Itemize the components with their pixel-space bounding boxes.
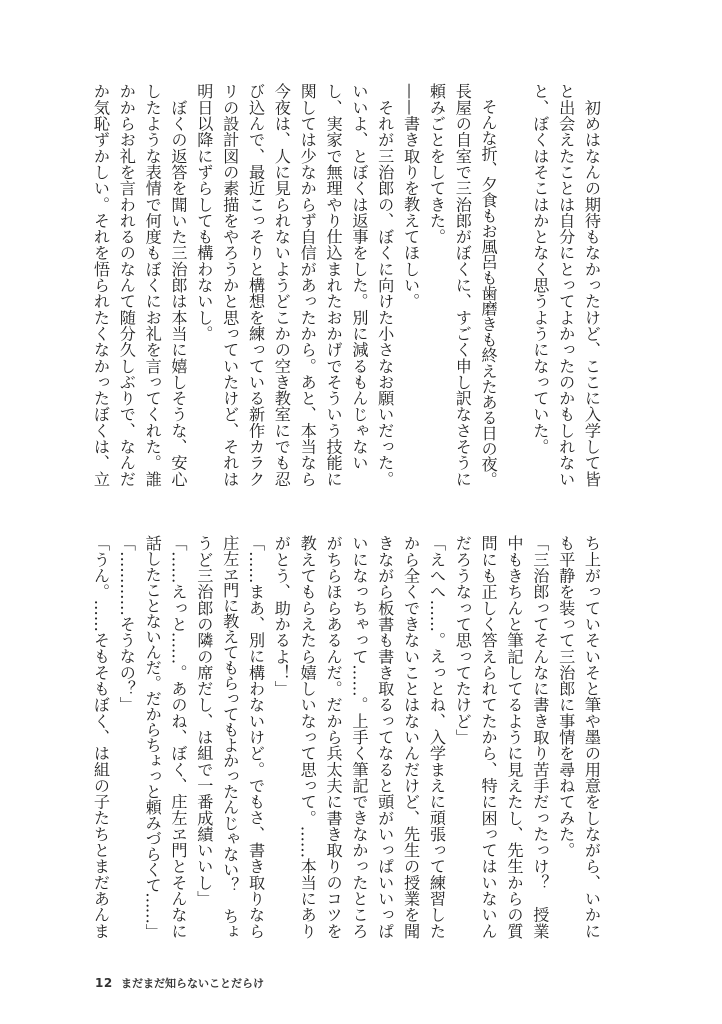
text-column: 話したことないんだ。だからちょっと頼みづらくて……」 bbox=[142, 535, 162, 939]
text-column: 初めはなんの期待もなかったけど、ここに入学して皆 bbox=[582, 83, 601, 487]
text-column: し、実家で無理やり仕込まれたおかげでそういう技能に bbox=[323, 83, 343, 487]
text-column: がとう、助かるよ！」 bbox=[271, 535, 291, 697]
text-column: いいよ、とぼくは返事をした。別に減るもんじゃない bbox=[349, 83, 369, 471]
text-column: 関しては少なからず自信があったから。あと、本当なら bbox=[297, 83, 317, 487]
text-column: ——書き取りを教えてほしい。 bbox=[401, 83, 421, 310]
blank-line bbox=[501, 83, 527, 487]
text-column: も平静を装って三治郎に事情を尋ねてみた。 bbox=[556, 535, 576, 858]
text-column: 庄左ヱ門に教えてもらってもよかったんじゃない？ ちょ bbox=[220, 535, 240, 939]
text-column: 中もきちんと筆記してるように見えたし、先生からの質 bbox=[504, 535, 524, 939]
page-number: 12 bbox=[95, 976, 113, 990]
text-column: かからお礼を言われるのなんて随分久しぶりで、なんだ bbox=[116, 83, 136, 487]
text-column: 今夜は、人に見られないようどこかの空き教室にでも忍 bbox=[271, 83, 291, 487]
text-column: うど三治郎の隣の席だし、は組で一番成績いいし」 bbox=[194, 535, 214, 907]
text-column: と出会えたことは自分にとってよかったのかもしれない bbox=[556, 83, 576, 487]
page-footer bbox=[95, 975, 264, 991]
text-column: そんな折、夕食もお風呂も歯磨きも終えたある日の夜。 bbox=[478, 83, 498, 487]
text-column: リの設計図の素描をやろうかと思っていたけど、それは bbox=[220, 83, 240, 487]
text-column: いになっちゃって……。上手く筆記できなかったところ bbox=[349, 535, 369, 939]
text-column: それが三治郎の、ぼくに向けた小さなお願いだった。 bbox=[375, 83, 395, 487]
text-column: 頼みごとをしてきた。 bbox=[426, 83, 446, 245]
text-block-bottom bbox=[87, 535, 604, 939]
text-column: 「……えっと……。あのね、ぼく、庄左ヱ門とそんなに bbox=[168, 535, 188, 939]
text-column: したような表情で何度もぼくにお礼を言ってくれた。誰 bbox=[142, 83, 162, 487]
text-column: と、ぼくはそこはかとなく思うようになっていた。 bbox=[530, 83, 550, 455]
text-column: 「えへへ……。えっとね、入学まえに頑張って練習した bbox=[426, 535, 446, 939]
text-column: 問にも正しく答えられてたから、特に困ってはいないん bbox=[478, 535, 498, 939]
text-column: から全くできないことはないんだけど、先生の授業を聞 bbox=[401, 535, 421, 939]
text-column: 「…………そうなの？」 bbox=[116, 535, 136, 713]
text-column: 「三治郎ってそんなに書き取り苦手だったっけ？ 授業 bbox=[530, 535, 550, 939]
text-column: 明日以降にずらしても構わないし。 bbox=[194, 83, 214, 342]
text-column: きながら板書も書き取るってなると頭がいっぱいいっぱ bbox=[375, 535, 395, 939]
text-column: がちらほらあるんだ。だから兵太夫に書き取りのコツを bbox=[323, 535, 343, 939]
text-column: 教えてもらえたら嬉しいなって思って。……本当にあり bbox=[297, 535, 317, 939]
text-column: か気恥ずかしい。それを悟られたくなかったぼくは、立 bbox=[90, 83, 110, 487]
text-block-top bbox=[87, 83, 604, 487]
text-column: ち上がっていそいそと筆や墨の用意をしながら、いかに bbox=[582, 535, 601, 939]
text-column: 「……まあ、別に構わないけど。でもさ、書き取りなら bbox=[246, 535, 266, 939]
text-column: ぼくの返答を聞いた三治郎は本当に嬉しそうな、安心 bbox=[168, 83, 188, 487]
running-title: まだまだ知らないことだらけ bbox=[121, 977, 264, 990]
text-column: び込んで、最近こっそりと構想を練っている新作カラク bbox=[246, 83, 266, 487]
text-column: だろうなって思ってたけど」 bbox=[452, 535, 472, 745]
text-column: 「うん。……そもそもぼく、は組の子たちとまだあんま bbox=[90, 535, 110, 939]
text-column: 長屋の自室で三治郎がぼくに、すごく申し訳なさそうに bbox=[452, 83, 472, 487]
